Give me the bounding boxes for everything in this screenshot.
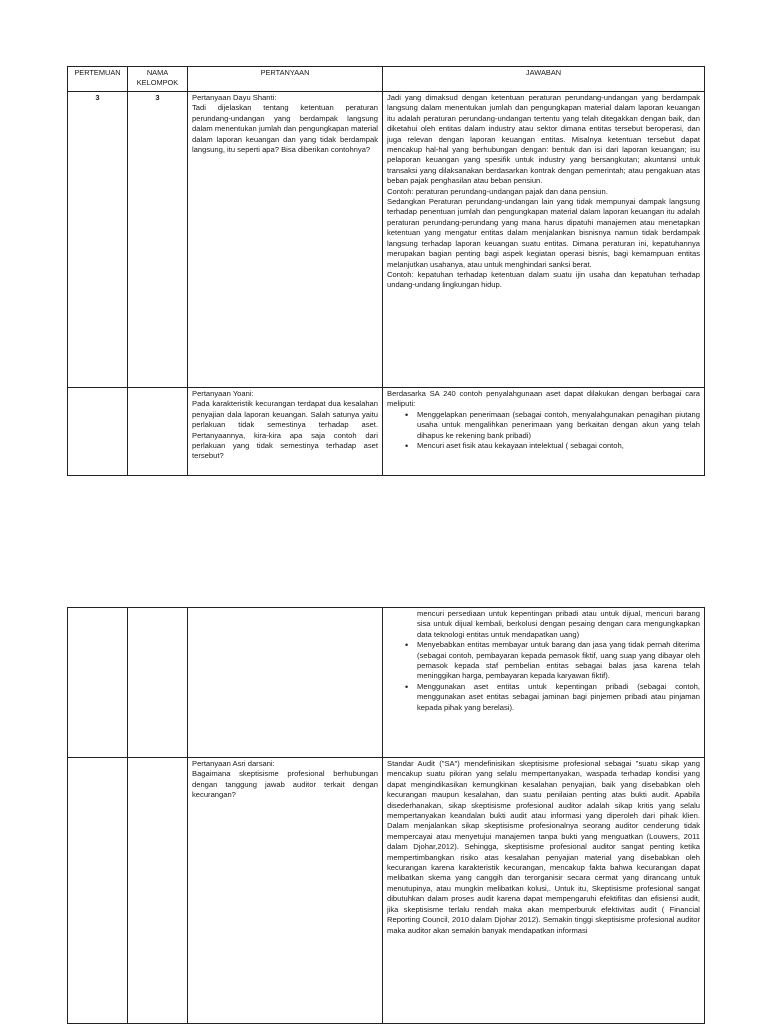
question-body: Pada karakteristik kecurangan terdapat dua kesalahan penyajian dala laporan keuangan. Salah satunya yaitu perlakuan tidak semestinya terhadap aset. Pertanyaannya, kira-kira apa saja contoh dari perlakuan yang tidak semestinya terhadap aset tersebut?: [192, 399, 378, 461]
kelompok-cell: [128, 608, 188, 758]
question-cell: [188, 758, 383, 1024]
pertemuan-cell: 3: [68, 92, 128, 388]
header-pertanyaan: PERTANYAAN: [188, 67, 383, 92]
answer-paragraph: Jadi yang dimaksud dengan ketentuan peraturan perundang-undangan yang berdampak langsung dalam menentukan jumlah dan pengungkapan material dalam laporan keuangan itu adalah peraturan perundang-undangan tertentu yang telah ditegakkan dengan baik, dan diketahui oleh entitas dalam industry atau sektor dimana entitas tersebut beroperasi, dan juga relevan dengan laporan keuangan entitas. Misalnya ketentuan tersebut dapat mencakup hal-hal yang berhubungan dengan: bentuk dan isi dari laporan keuangan; isu pelaporan keuangan yang spesifik untuk industry yang bersangkutan; akuntansi untuk transaksi yang dilaksanakan berdasarkan kontrak dengan pemerintah; atau pengakuan atas beban pajak penghasilan atau beban pensiun.: [387, 93, 700, 186]
answer-paragraph: Contoh: kepatuhan terhadap ketentuan dalam suatu ijin usaha dan kepatuhan terhadap undang-undang lingkungan hidup.: [387, 269, 700, 290]
question-body: Bagaimana skeptisisme profesional berhubungan dengan tanggung jawab auditor terkait dengan kecurangan?: [192, 769, 378, 800]
answer-cell: [383, 608, 705, 758]
table-row: [68, 92, 705, 388]
answer-cell: [383, 92, 705, 388]
answer-bullet-list: [387, 640, 700, 713]
question-cell: [188, 608, 383, 758]
answer-cell: [383, 388, 705, 476]
answer-paragraph: Sedangkan Peraturan perundang-undangan lain yang tidak mempunyai dampak langsung terhadap penentuan jumlah dan pengungkapan material dalam laporan keuangan itu adalah peraturan perundang-perundang yang mana harus dipatuhi manajemen atau menetapkan ketentuan yang mengatur entitas dalam menjalankan bisnisnya namun tidak berdampak langsung terhadap laporan keuangan suatu entitas. Dimana peraturan ini, kepatuhannya merupakan bagian penting bagi aspek kegiatan operasi bisnis, bagi kemampuan entitas melanjutkan usahanya, atau untuk menghindari sanksi berat.: [387, 197, 700, 269]
answer-paragraph: Standar Audit ("SA") mendefinisikan skeptisisme profesional sebagai "suatu sikap yang mencakup suatu pikiran yang selalu mempertanyakan, waspada terhadap kondisi yang dapat mengindikasikan kemungkinan kesalahan penyajian, baik yang disebabkan oleh kecurangan maupun kesalahan, dan suatu penilaian penting atas bukti audit. Apabila disederhanakan, sikap skeptisisme profesional auditor adalah sikap kritis yang selalu mempertanyakan keandalan bukti audit atau informasi yang diperoleh dari pihak klien. Dalam menjalankan sikap skeptisisme profesionalnya seorang auditor cenderung tidak mempercayai atau menyetujui manajemen tanpa bukti yang menguatkan (Louwers, 2011 dalam Djohar,2012). Sehingga, skeptisisme profesional auditor sangat penting ketika mempertimbangkan risiko atas kesalahan penyajian material yang disebabkan oleh kecurangan karena karakteristik kecurangan, mencakup fakta bahwa kecurangan dapat melibatkan skema yang canggih dan terorganisir secara cermat yang dirancang untuk menutupinya, atau mungkin melibatkan kolusi,. Untuk itu, Skeptisisme profesional sangat dibutuhkan dalam proses audit karena dapat mempengaruhi efektifitas dan efisiensi audit, jika skeptisisme terlalu rendah maka akan memperburuk efektivitas audit ( Financial Reporting Council, 2010 dalam Djohar 2012). Semakin tinggi skeptisisme profesional auditor maka auditor akan semakin banyak mendapatkan informasi: [387, 759, 700, 935]
question-title: Pertanyaan Dayu Shanti:: [192, 93, 277, 102]
answer-continuation: mencuri persediaan untuk kepentingan pribadi atau untuk dijual, mencuri barang sisa untuk dijual kembali, berkolusi dengan pesaing dengan cara mengungkapkan data teknologi entitas untuk mendapatkan uang): [417, 609, 700, 639]
answer-paragraph: Contoh: peraturan perundang-undangan pajak dan dana pensiun.: [387, 186, 608, 196]
question-title: Pertanyaan Asri darsani:: [192, 759, 275, 768]
answer-intro: Berdasarka SA 240 contoh penyalahgunaan aset dapat dilakukan dengan berbagai cara meliputi:: [387, 389, 700, 409]
question-title: Pertanyaan Yoani:: [192, 389, 254, 398]
kelompok-cell: 3: [128, 92, 188, 388]
question-body: Tadi dijelaskan tentang ketentuan peraturan perundang-undangan yang berdampak langsung dalam menentukan jumlah dan pengungkapan material dalam laporan keuangan dan yang tidak berdampak langsung, itu seperti apa? Bisa diberikan contohnya?: [192, 103, 378, 155]
answer-bullet-list: [387, 410, 700, 452]
qa-table-page-1: [67, 66, 705, 476]
question-cell: [188, 92, 383, 388]
table-row: [68, 388, 705, 476]
header-pertemuan: PERTEMUAN: [68, 67, 128, 92]
table-row: [68, 758, 705, 1024]
table-header-row: [68, 67, 705, 92]
kelompok-cell: [128, 388, 188, 476]
list-item: • Menggunakan aset entitas untuk kepentingan pribadi (sebagai contoh, menggunakan aset entitas sebagai jaminan bagi pinjemen pribadi atau pinjaman kepada pihak yang berelasi).: [417, 682, 700, 713]
answer-cell: [383, 758, 705, 1024]
question-cell: [188, 388, 383, 476]
kelompok-cell: [128, 758, 188, 1024]
header-nama-kelompok: NAMA KELOMPOK: [128, 67, 188, 92]
header-jawaban: JAWABAN: [383, 67, 705, 92]
list-item: • Menggelapkan penerimaan (sebagai contoh, menyalahgunakan penagihan piutang usaha untuk mengalihkan penerimaan yang berkaitan dengan akun yang telah dihapus ke rekening bank pribadi): [417, 410, 700, 441]
table-row: [68, 608, 705, 758]
list-item: • Menyebabkan entitas membayar untuk barang dan jasa yang tidak pernah diterima (sebagai contoh, pembayaran kepada pemasok fiktif, uang suap yang dibayar oleh pemasok kepada staf pembelian entitas sebagai balas jasa karena telah meninggikan harga, pembayaran kepada karyawan fiktif).: [417, 640, 700, 682]
pertemuan-cell: [68, 608, 128, 758]
list-item: • Mencuri aset fisik atau kekayaan intelektual ( sebagai contoh,: [417, 441, 700, 451]
pertemuan-cell: [68, 388, 128, 476]
qa-table-page-2: [67, 607, 705, 1024]
pertemuan-cell: [68, 758, 128, 1024]
